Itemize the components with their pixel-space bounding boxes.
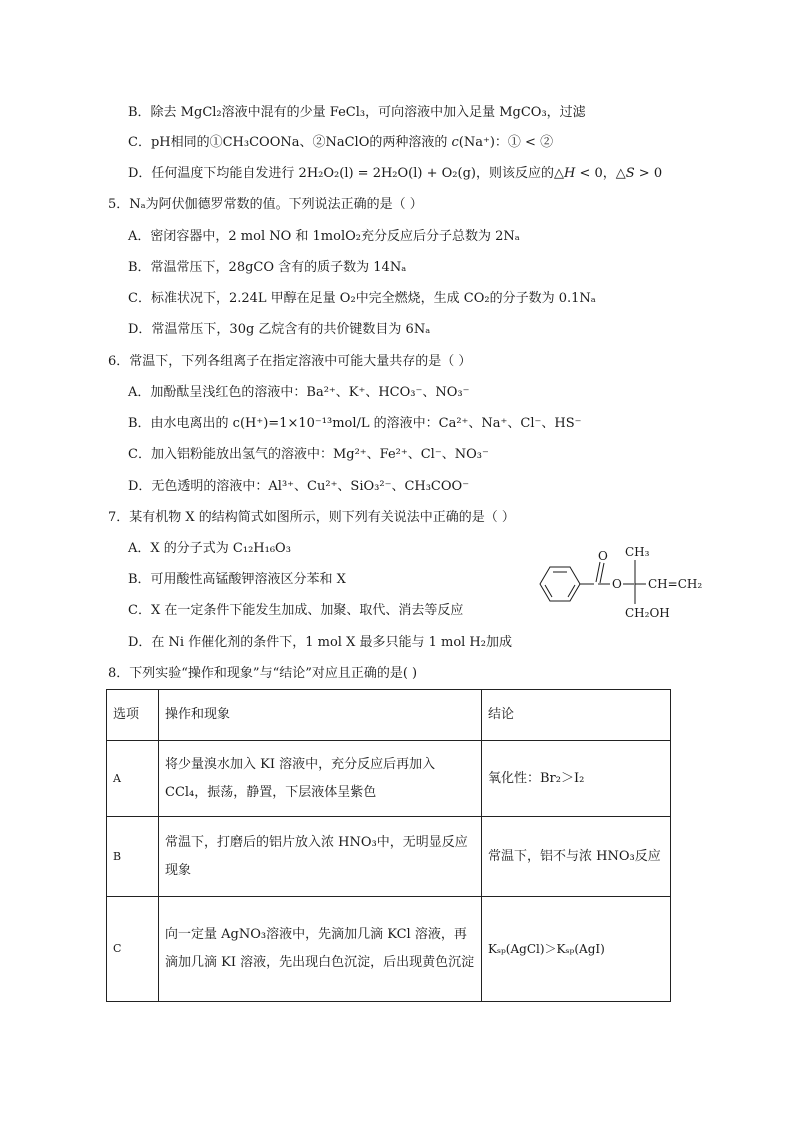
vinyl-group: CH=CH₂ [648,577,703,591]
q4-option-d-mid: < 0，△ [575,166,626,181]
header-conclusion: 结论 [482,690,671,741]
row-a-conclusion: 氧化性：Br₂＞I₂ [482,741,671,817]
q4-option-c [128,134,553,152]
row-b-operation: 常温下，打磨后的铝片放入浓 HNO₃中，无明显反应现象 [159,817,482,897]
row-a-operation: 将少量溴水加入 KI 溶液中，充分反应后再加入 CCl₄，振荡，静置，下层液体呈紫色 [159,741,482,817]
q5-option-b: B．常温常压下，28gCO 含有的质子数为 14Nₐ [128,260,407,275]
q4-option-d-post: > 0 [634,166,663,181]
header-option: 选项 [107,690,159,741]
table-row [107,741,671,817]
q6-option-c: C．加入铝粉能放出氢气的溶液中：Mg²⁺、Fe²⁺、Cl⁻、NO₃⁻ [128,447,489,462]
carbonyl-bond-2 [600,563,604,583]
carbonyl-bond-1 [596,562,600,582]
q6-stem: 6．常温下，下列各组离子在指定溶液中可能大量共存的是（ ） [108,354,472,369]
row-c-operation: 向一定量 AgNO₃溶液中，先滴加几滴 KCl 溶液，再滴加几滴 KI 溶液，先出现白色沉淀，后出现黄色沉淀 [159,897,482,1002]
structural-formula [528,540,718,620]
q4-option-b: B．除去 MgCl₂溶液中混有的少量 FeCl₃，可向溶液中加入足量 MgCO₃，过滤 [128,105,586,120]
q4-option-d-h: H [563,166,576,181]
hydroxymethyl-group: CH₂OH [625,606,670,620]
q6-option-b: B．由水电离出的 c(H⁺)=1×10⁻¹³mol/L 的溶液中：Ca²⁺、Na⁺、Cl⁻、HS⁻ [128,416,582,431]
q8-stem: 8．下列实验“操作和现象”与“结论”对应且正确的是( ) [108,666,418,681]
q5-option-c: C．标准状况下，2.24L 甲醇在足量 O₂中完全燃烧，生成 CO₂的分子数为 0.1Nₐ [128,291,596,306]
q7-option-c: C．X 在一定条件下能发生加成、加聚、取代、消去等反应 [128,603,464,618]
row-a-option: A [107,741,159,817]
row-c-conclusion: Kₛₚ(AgCl)＞Kₛₚ(AgI) [482,897,671,1002]
header-operation: 操作和现象 [159,690,482,741]
q5-option-a: A．密闭容器中，2 mol NO 和 1molO₂充分反应后分子总数为 2Nₐ [128,229,520,244]
q4-option-d-pre: D．任何温度下均能自发进行 2H₂O₂(l) = 2H₂O(l) + O₂(g)，则该反应的△ [128,166,564,181]
q4-option-d-s: S [625,166,635,181]
row-b-option: B [107,817,159,897]
q7-option-d: D．在 Ni 作催化剂的条件下，1 mol X 最多只能与 1 mol H₂加成 [128,635,512,650]
q5-option-d: D．常温常压下，30g 乙烷含有的共价键数目为 6Nₐ [128,322,431,337]
table-row [107,897,671,1002]
q4-option-c-italic: c [451,135,459,150]
q4-option-d [128,165,662,183]
q6-option-d: D．无色透明的溶液中：Al³⁺、Cu²⁺、SiO₃²⁻、CH₃COO⁻ [128,479,470,494]
table-row [107,817,671,897]
methyl-group: CH₃ [625,545,650,559]
q7-option-a: A．X 的分子式为 C₁₂H₁₆O₃ [128,541,291,556]
q5-stem: 5．Nₐ为阿伏伽德罗常数的值。下列说法正确的是（ ） [108,197,423,212]
q4-option-c-post: (Na⁺)：① < ② [458,135,554,150]
q6-option-a: A．加酚酞呈浅红色的溶液中：Ba²⁺、K⁺、HCO₃⁻、NO₃⁻ [128,385,470,400]
q4-option-c-pre: C．pH相同的①CH₃COONa、②NaClO的两种溶液的 [128,135,452,150]
q7-stem: 7．某有机物 X 的结构简式如图所示，则下列有关说法中正确的是（ ） [108,510,515,525]
ester-oxygen: O [612,577,622,591]
experiment-table [106,689,671,1002]
row-c-option: C [107,897,159,1002]
q7-option-b: B．可用酸性高锰酸钾溶液区分苯和 X [128,572,346,587]
row-b-conclusion: 常温下，铝不与浓 HNO₃反应 [482,817,671,897]
carbonyl-oxygen: O [598,549,608,563]
table-header-row [107,690,671,741]
